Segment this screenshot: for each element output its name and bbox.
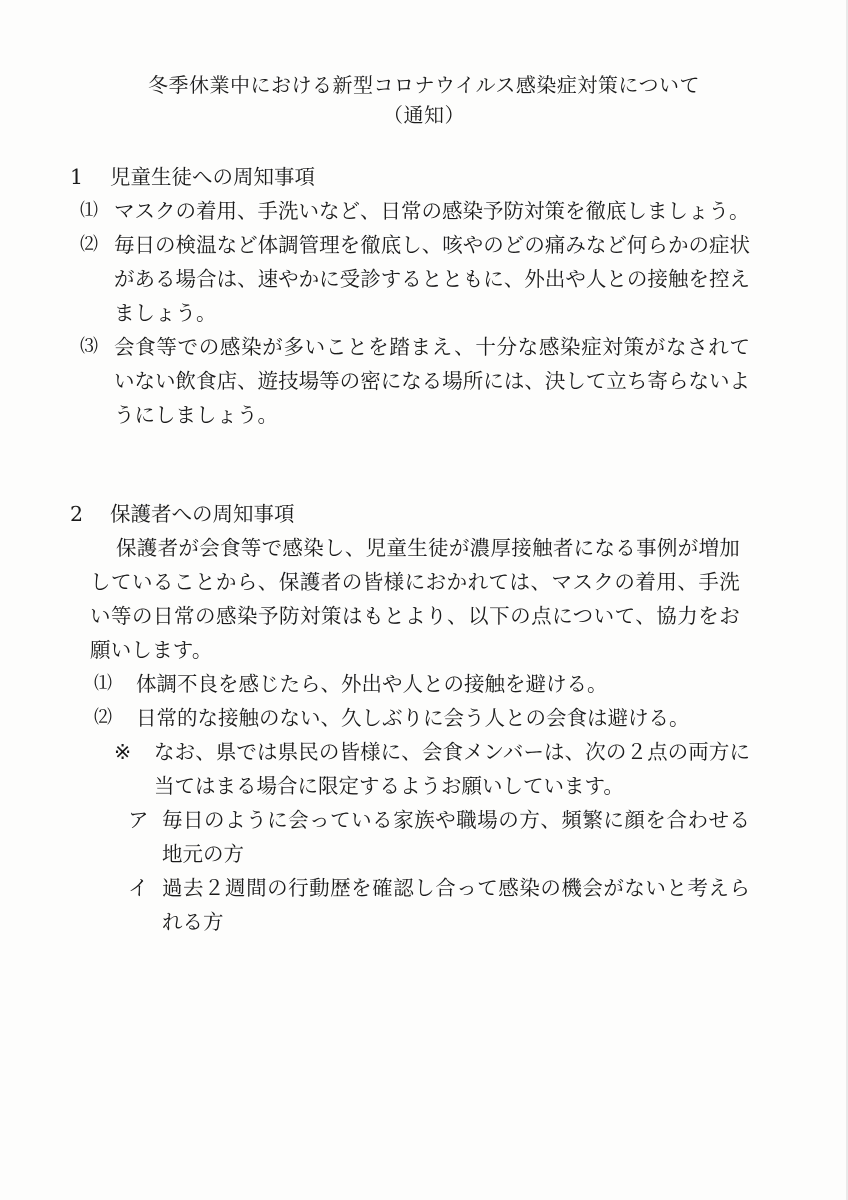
item-text: マスクの着用、手洗いなど、日常の感染予防対策を徹底しましょう。 (114, 199, 750, 223)
list-item (70, 330, 750, 432)
sub-item-marker: ア (128, 808, 149, 832)
note-item (70, 735, 750, 803)
item-marker: ⑴ (80, 200, 98, 221)
list-item (70, 701, 750, 735)
section-number: 1 (70, 165, 84, 189)
sub-item-marker: イ (128, 876, 149, 900)
item-text: 日常的な接触のない、久しぶりに会う人との会食は避ける。 (136, 706, 690, 730)
item-text: 体調不良を感じたら、外出や人との接触を避ける。 (136, 672, 608, 696)
document-title (0, 70, 848, 130)
item-marker: ⑵ (80, 234, 98, 255)
note-marker: ※ (114, 740, 132, 764)
item-text: 毎日の検温など体調管理を徹底し、咳やのどの痛みなど何らかの症状がある場合は、速やかに受診するとともに、外出や人との接触を控えましょう。 (114, 233, 750, 325)
section-heading (70, 160, 750, 194)
item-marker: ⑶ (80, 336, 98, 357)
item-marker: ⑵ (94, 707, 112, 728)
sub-item-text: 過去２週間の行動歴を確認し合って感染の機会がないと考えられる方 (162, 876, 750, 934)
note-text: なお、県では県民の皆様に、会食メンバーは、次の２点の両方に当てはまる場合に限定するようお願いしています。 (154, 740, 750, 798)
section-heading-text: 保護者への周知事項 (110, 502, 295, 526)
section-heading-text: 児童生徒への周知事項 (110, 165, 315, 189)
list-item (70, 194, 750, 228)
item-text: 会食等での感染が多いことを踏まえ、十分な感染症対策がなされていない飲食店、遊技場等の密になる場所には、決して立ち寄らないようにしましょう。 (114, 335, 750, 427)
item-marker: ⑴ (94, 673, 112, 694)
section-students (70, 160, 750, 432)
section-heading (70, 497, 750, 531)
list-item (70, 667, 750, 701)
list-item (70, 228, 750, 330)
title-line-2: （通知） (383, 103, 465, 127)
sub-list-item (70, 871, 750, 939)
sub-list-item (70, 803, 750, 871)
section-guardians (70, 497, 750, 939)
section-paragraph: 保護者が会食等で感染し、児童生徒が濃厚接触者になる事例が増加していることから、保護者の皆様におかれては、マスクの着用、手洗い等の日常の感染予防対策はもとより、以下の点について、協力をお願いします。 (90, 536, 740, 662)
sub-item-text: 毎日のように会っている家族や職場の方、頻繁に顔を合わせる地元の方 (162, 808, 750, 866)
section-number: 2 (70, 502, 84, 526)
title-line-1: 冬季休業中における新型コロナウイルス感染症対策について (148, 73, 700, 97)
